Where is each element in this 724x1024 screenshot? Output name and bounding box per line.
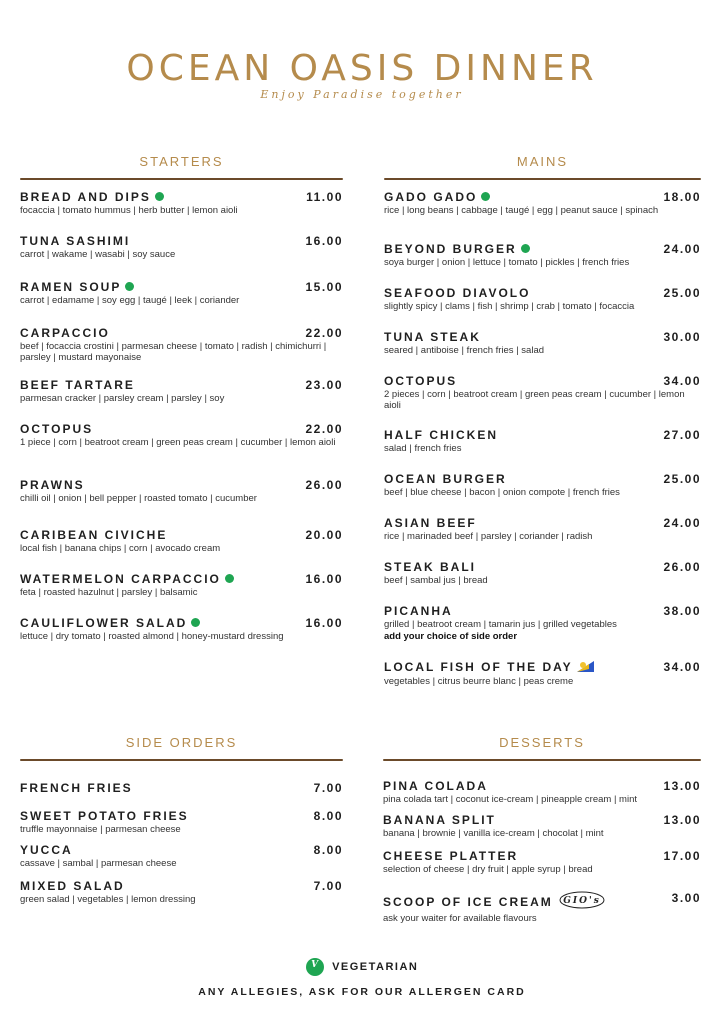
item-name: [20, 378, 343, 392]
item-name-text: GADO GADO: [384, 190, 478, 204]
item-name: [20, 478, 343, 492]
menu-item: [383, 813, 701, 839]
item-name: [20, 234, 343, 248]
item-description: 1 piece | corn | beatroot cream | green peas cream | cucumber | lemon aioli: [20, 437, 336, 448]
section-divider: [20, 178, 343, 180]
item-description: chilli oil | onion | bell pepper | roasted tomato | cucumber: [20, 493, 257, 504]
menu-item: [384, 428, 701, 454]
item-name-text: CARPACCIO: [20, 326, 110, 340]
item-description: beef | sambal jus | bread: [384, 575, 488, 586]
menu-item: [20, 422, 343, 448]
item-name-text: TUNA STEAK: [384, 330, 481, 344]
item-name: [384, 190, 701, 204]
item-price: 27.00: [663, 428, 701, 442]
item-name-text: BANANA SPLIT: [383, 813, 496, 827]
menu-item: [20, 809, 343, 835]
item-name: [20, 781, 343, 795]
item-name-text: CAULIFLOWER SALAD: [20, 616, 188, 630]
item-price: 22.00: [305, 326, 343, 340]
item-name-text: CARIBEAN CIVICHE: [20, 528, 168, 542]
item-price: 8.00: [313, 843, 343, 857]
allergen-note: ANY ALLEGIES, ASK FOR OUR ALLERGEN CARD: [198, 986, 526, 998]
vegetarian-legend: [0, 958, 724, 976]
item-description: beef | blue cheese | bacon | onion compote | french fries: [384, 487, 620, 498]
item-description: ask your waiter for available flavours: [383, 913, 537, 924]
item-price: 26.00: [305, 478, 343, 492]
item-description: slightly spicy | clams | fish | shrimp | crab | tomato | focaccia: [384, 301, 635, 312]
item-name: [383, 779, 701, 793]
item-price: 20.00: [305, 528, 343, 542]
item-price: 30.00: [663, 330, 701, 344]
section-title: MAINS: [516, 154, 569, 169]
item-price: 8.00: [313, 809, 343, 823]
item-description: focaccia | tomato hummus | herb butter | lemon aioli: [20, 205, 238, 216]
item-name-text: PICANHA: [384, 604, 453, 618]
menu-item: [20, 190, 343, 216]
item-name-text: BEYOND BURGER: [384, 242, 517, 256]
menu-item: [20, 378, 343, 404]
item-name: [383, 849, 701, 863]
item-price: 38.00: [663, 604, 701, 618]
item-description: grilled | beatroot cream | tamarin jus | grilled vegetables: [384, 619, 617, 630]
vegetarian-legend-label: VEGETARIAN: [332, 961, 419, 973]
item-name: [384, 516, 701, 530]
item-name: [384, 330, 701, 344]
vegetarian-icon: [225, 574, 234, 583]
item-price: 25.00: [663, 472, 701, 486]
item-description: green salad | vegetables | lemon dressing: [20, 894, 196, 905]
menu-item: [20, 616, 343, 642]
item-price: 17.00: [663, 849, 701, 863]
item-price: 16.00: [305, 234, 343, 248]
vegetarian-icon: [125, 282, 134, 291]
item-description: banana | brownie | vanilla ice-cream | chocolat | mint: [383, 828, 604, 839]
item-name: [384, 242, 701, 256]
item-description: vegetables | citrus beurre blanc | peas creme: [384, 676, 574, 687]
item-name-text: RAMEN SOUP: [20, 280, 122, 294]
menu-item: [20, 280, 343, 306]
menu-item: [384, 374, 701, 411]
item-name: [20, 190, 343, 204]
item-description: carrot | edamame | soy egg | taugé | leek | coriander: [20, 295, 240, 306]
item-name-text: OCTOPUS: [20, 422, 94, 436]
menu-item: [384, 286, 701, 312]
item-name: [384, 428, 701, 442]
item-description: soya burger | onion | lettuce | tomato | pickles | french fries: [384, 257, 630, 268]
item-name: [384, 660, 701, 675]
item-name: [383, 813, 701, 827]
section-title: STARTERS: [139, 154, 224, 169]
item-name: [384, 604, 701, 618]
item-price: 15.00: [305, 280, 343, 294]
item-name: [383, 891, 701, 912]
item-description: lettuce | dry tomato | roasted almond | honey-mustard dressing: [20, 631, 284, 642]
item-price: 25.00: [663, 286, 701, 300]
vegetarian-icon: [521, 244, 530, 253]
item-name-text: OCEAN BURGER: [384, 472, 507, 486]
item-description: seared | antiboise | french fries | salad: [384, 345, 545, 356]
menu-item: [20, 843, 343, 869]
menu-item: [383, 779, 701, 805]
item-description: 2 pieces | corn | beatroot cream | green peas cream | cucumber | lemon aioli: [384, 389, 685, 411]
item-name-text: PINA COLADA: [383, 779, 488, 793]
item-name: [20, 528, 343, 542]
item-name-text: CHEESE PLATTER: [383, 849, 519, 863]
item-description: salad | french fries: [384, 443, 462, 454]
mains-section: [384, 154, 701, 687]
menu-title: OCEAN OASIS DINNER: [126, 48, 598, 89]
menu-item: [20, 326, 343, 363]
item-name: [20, 422, 343, 436]
item-price: 16.00: [305, 572, 343, 586]
item-name: [384, 560, 701, 574]
item-name-text: BEEF TARTARE: [20, 378, 135, 392]
item-price: 34.00: [663, 374, 701, 388]
menu-item: [20, 879, 343, 905]
menu-item: [383, 891, 701, 924]
item-name: [384, 472, 701, 486]
item-name: [20, 843, 343, 857]
menu-item: [20, 234, 343, 260]
item-description: local fish | banana chips | corn | avocado cream: [20, 543, 221, 554]
section-divider: [383, 759, 701, 761]
item-description: beef | focaccia crostini | parmesan cheese | tomato | radish | chimichurri | parsley | mustard mayonaise: [20, 341, 327, 363]
item-price: 13.00: [663, 779, 701, 793]
fish-icon: [577, 661, 594, 675]
menu-item: [384, 604, 701, 642]
menu-item: [20, 572, 343, 598]
item-price: 26.00: [663, 560, 701, 574]
item-name: [20, 572, 343, 586]
section-divider: [20, 759, 343, 761]
item-price: 24.00: [663, 242, 701, 256]
side-orders-section: [20, 735, 343, 905]
item-price: 23.00: [305, 378, 343, 392]
section-title: SIDE ORDERS: [125, 735, 238, 750]
gios-logo-text: GIO's: [563, 896, 601, 906]
item-name-text: FRENCH FRIES: [20, 781, 133, 795]
item-description: feta | roasted hazulnut | parsley | balsamic: [20, 587, 198, 598]
item-name: [20, 809, 343, 823]
item-description: rice | long beans | cabbage | taugé | egg | peanut sauce | spinach: [384, 205, 659, 216]
menu-tagline: Enjoy Paradise together: [260, 88, 464, 101]
menu-item: [384, 560, 701, 586]
menu-item: [383, 849, 701, 875]
vegetarian-icon-letter: V: [311, 960, 319, 970]
item-description: cassave | sambal | parmesan cheese: [20, 858, 177, 869]
item-description: pina colada tart | coconut ice-cream | pineapple cream | mint: [383, 794, 637, 805]
item-name: [20, 616, 343, 630]
menu-item: [20, 528, 343, 554]
item-name: [20, 326, 343, 340]
item-name-text: SCOOP OF ICE CREAM: [383, 895, 553, 909]
item-name-text: ASIAN BEEF: [384, 516, 477, 530]
item-name-text: HALF CHICKEN: [384, 428, 498, 442]
item-price: 22.00: [305, 422, 343, 436]
item-description: selection of cheese | dry fruit | apple syrup | bread: [383, 864, 593, 875]
vegetarian-icon: [155, 192, 164, 201]
item-price: 7.00: [313, 781, 343, 795]
item-name-text: YUCCA: [20, 843, 73, 857]
gios-logo: [559, 891, 605, 912]
item-price: 16.00: [305, 616, 343, 630]
item-price: 3.00: [671, 891, 701, 905]
menu-item: [384, 516, 701, 542]
item-price: 7.00: [313, 879, 343, 893]
menu-item: [384, 190, 701, 216]
menu-item: [384, 660, 701, 687]
vegetarian-icon: [481, 192, 490, 201]
menu-item: [384, 472, 701, 498]
item-note: add your choice of side order: [384, 631, 518, 642]
item-price: 24.00: [663, 516, 701, 530]
menu-item: [20, 781, 343, 795]
item-name: [384, 374, 701, 388]
item-name: [20, 879, 343, 893]
item-description: parmesan cracker | parsley cream | parsley | soy: [20, 393, 225, 404]
menu-item: [384, 242, 701, 268]
item-price: 11.00: [306, 190, 343, 204]
item-name-text: STEAK BALI: [384, 560, 476, 574]
item-name: [20, 280, 343, 294]
item-name-text: TUNA SASHIMI: [20, 234, 131, 248]
item-name: [384, 286, 701, 300]
item-name-text: MIXED SALAD: [20, 879, 125, 893]
item-name-text: SEAFOOD DIAVOLO: [384, 286, 531, 300]
item-name-text: BREAD AND DIPS: [20, 190, 151, 204]
section-divider: [384, 178, 701, 180]
item-price: 13.00: [663, 813, 701, 827]
item-name-text: WATERMELON CARPACCIO: [20, 572, 221, 586]
item-price: 34.00: [663, 660, 701, 674]
vegetarian-icon: [191, 618, 200, 627]
item-description: carrot | wakame | wasabi | soy sauce: [20, 249, 176, 260]
starters-section: [20, 154, 343, 642]
item-name-text: SWEET POTATO FRIES: [20, 809, 189, 823]
item-description: rice | marinaded beef | parsley | coriander | radish: [384, 531, 593, 542]
item-description: truffle mayonnaise | parmesan cheese: [20, 824, 181, 835]
vegetarian-icon: [306, 958, 324, 976]
item-name-text: LOCAL FISH OF THE DAY: [384, 660, 573, 674]
item-name-text: OCTOPUS: [384, 374, 458, 388]
menu-item: [384, 330, 701, 356]
section-title: DESSERTS: [499, 735, 585, 750]
desserts-section: [383, 735, 701, 924]
item-name-text: PRAWNS: [20, 478, 85, 492]
menu-item: [20, 478, 343, 504]
item-price: 18.00: [663, 190, 701, 204]
